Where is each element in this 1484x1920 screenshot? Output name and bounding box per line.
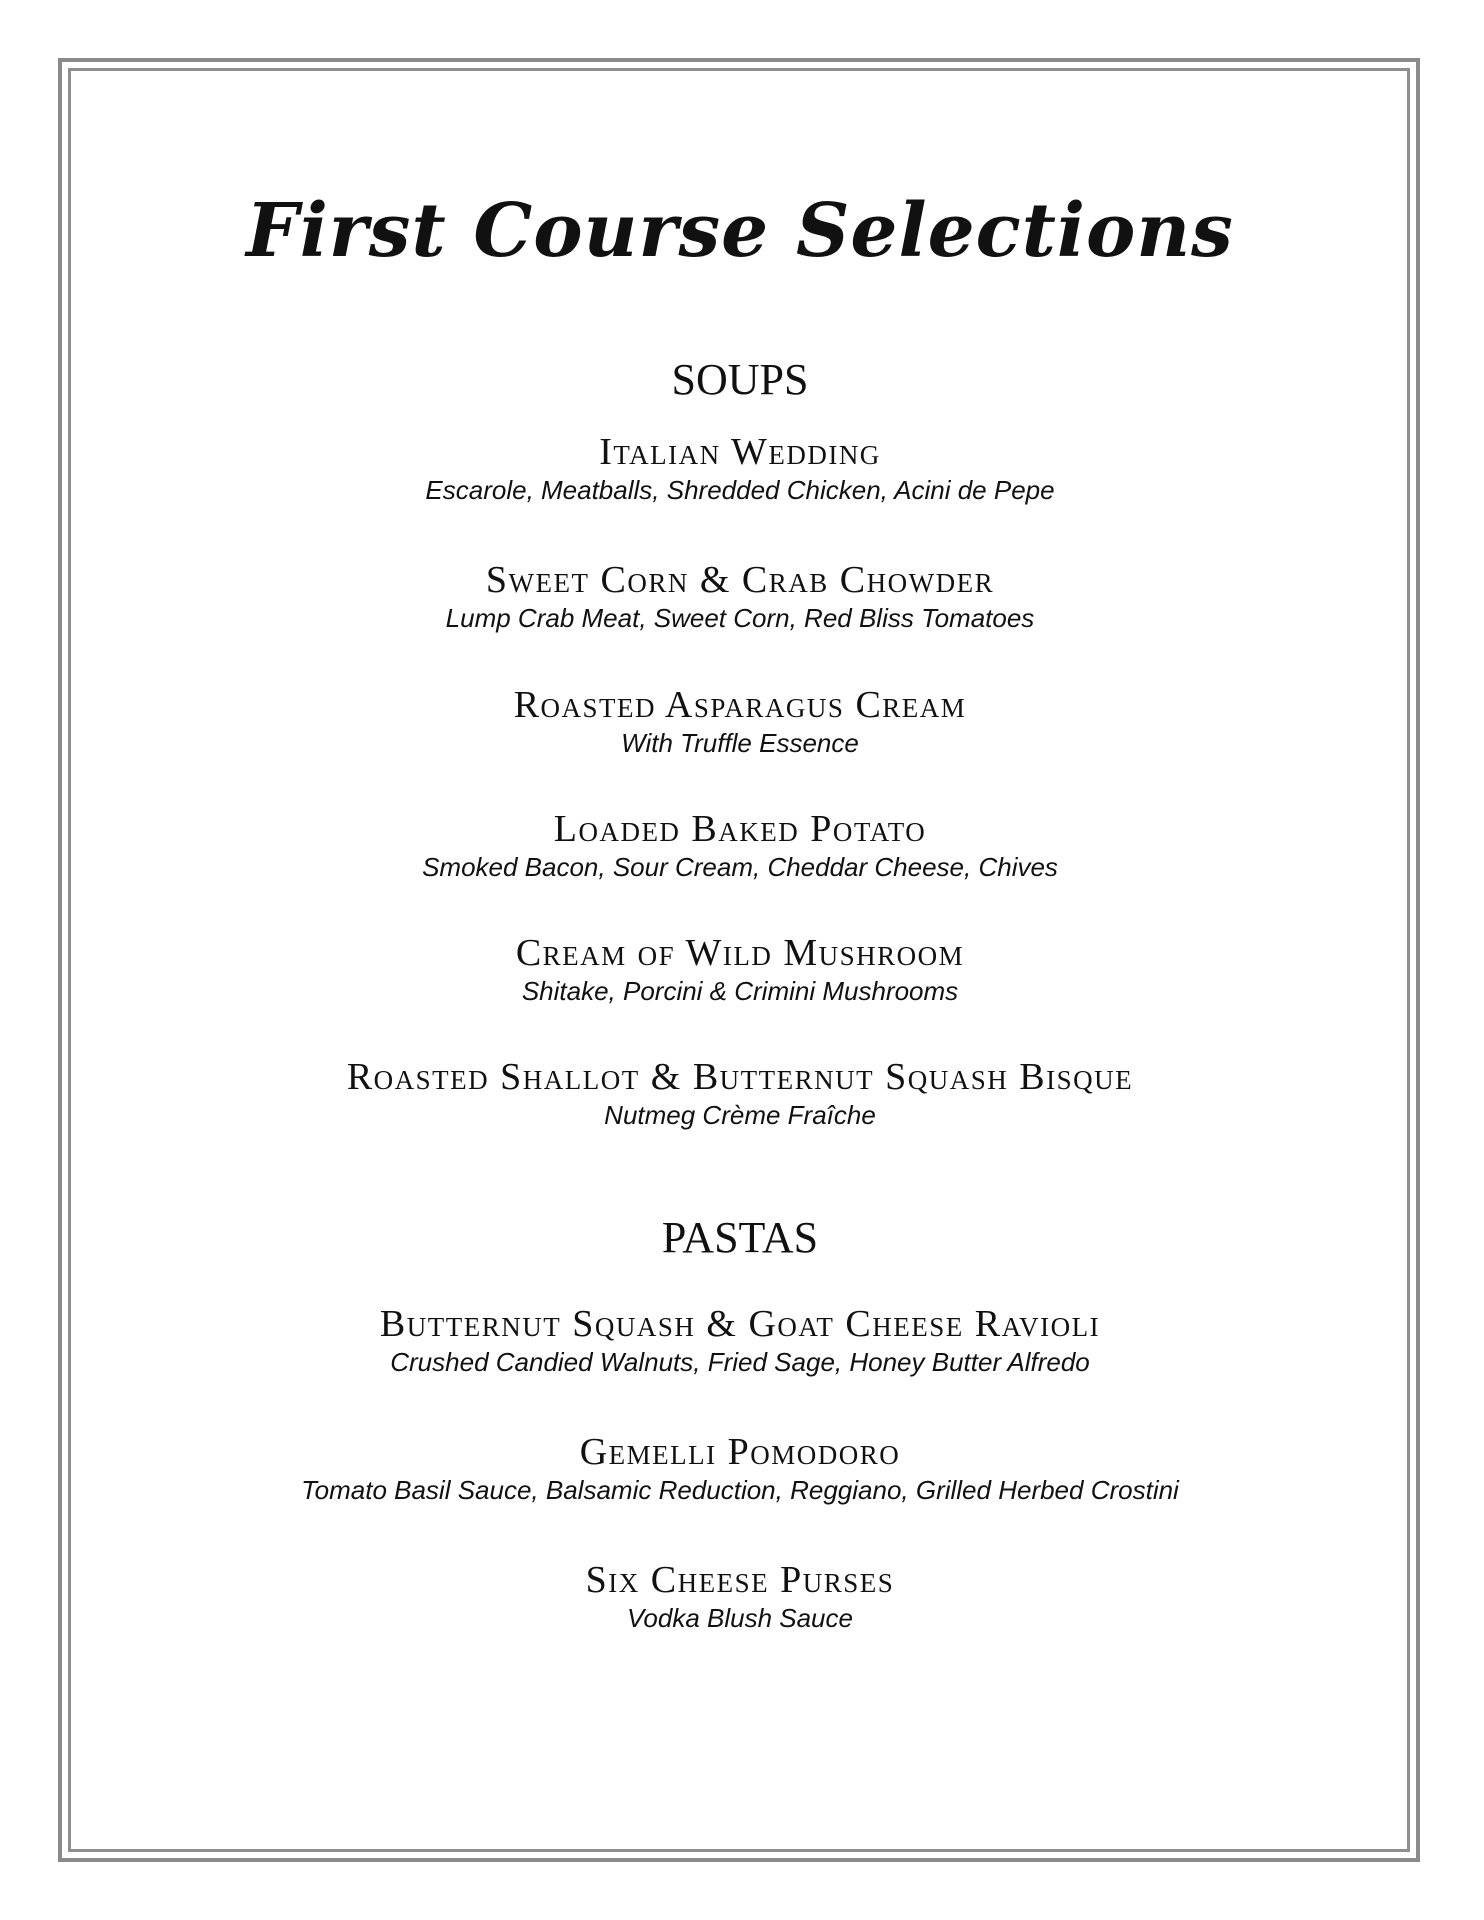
item-description: Escarole, Meatballs, Shredded Chicken, Acini de Pepe: [425, 475, 1055, 505]
item-name: Sweet Corn & Crab Chowder: [485, 559, 995, 601]
item-name: Gemelli Pomodoro: [579, 1431, 901, 1473]
menu-item-roasted-asparagus-cream: [72, 685, 1408, 759]
menu-item-gemelli-pomodoro: [72, 1432, 1408, 1506]
item-description: Vodka Blush Sauce: [627, 1603, 853, 1633]
menu-item-sweet-corn-crab-chowder: [72, 560, 1408, 634]
menu-item-six-cheese-purses: [72, 1560, 1408, 1634]
section-heading-soups: SOUPS: [671, 355, 809, 404]
item-name: Roasted Shallot & Butternut Squash Bisque: [346, 1056, 1134, 1098]
item-description: Crushed Candied Walnuts, Fried Sage, Honey Butter Alfredo: [390, 1347, 1090, 1377]
item-name: Six Cheese Purses: [585, 1559, 895, 1601]
item-description: Smoked Bacon, Sour Cream, Cheddar Cheese, Chives: [422, 852, 1058, 882]
item-description: Tomato Basil Sauce, Balsamic Reduction, Reggiano, Grilled Herbed Crostini: [301, 1475, 1179, 1505]
item-name: Cream of Wild Mushroom: [515, 932, 965, 974]
menu-item-italian-wedding: [72, 432, 1408, 506]
item-name: Loaded Baked Potato: [553, 808, 927, 850]
page-title: First Course Selections: [246, 188, 1234, 274]
menu-item-loaded-baked-potato: [72, 809, 1408, 883]
menu-item-cream-of-wild-mushroom: [72, 933, 1408, 1007]
menu-item-butternut-squash-goat-cheese-ravioli: [72, 1304, 1408, 1378]
item-description: Shitake, Porcini & Crimini Mushrooms: [521, 976, 959, 1006]
item-name: Italian Wedding: [599, 431, 881, 473]
item-description: Nutmeg Crème Fraîche: [604, 1100, 876, 1130]
item-name: Butternut Squash & Goat Cheese Ravioli: [379, 1303, 1101, 1345]
item-name: Roasted Asparagus Cream: [513, 684, 967, 726]
section-heading-pastas: PASTAS: [661, 1213, 819, 1262]
item-description: Lump Crab Meat, Sweet Corn, Red Bliss Tomatoes: [445, 603, 1035, 633]
item-description: With Truffle Essence: [621, 728, 859, 758]
menu-item-roasted-shallot-butternut-squash-bisque: [72, 1057, 1408, 1131]
